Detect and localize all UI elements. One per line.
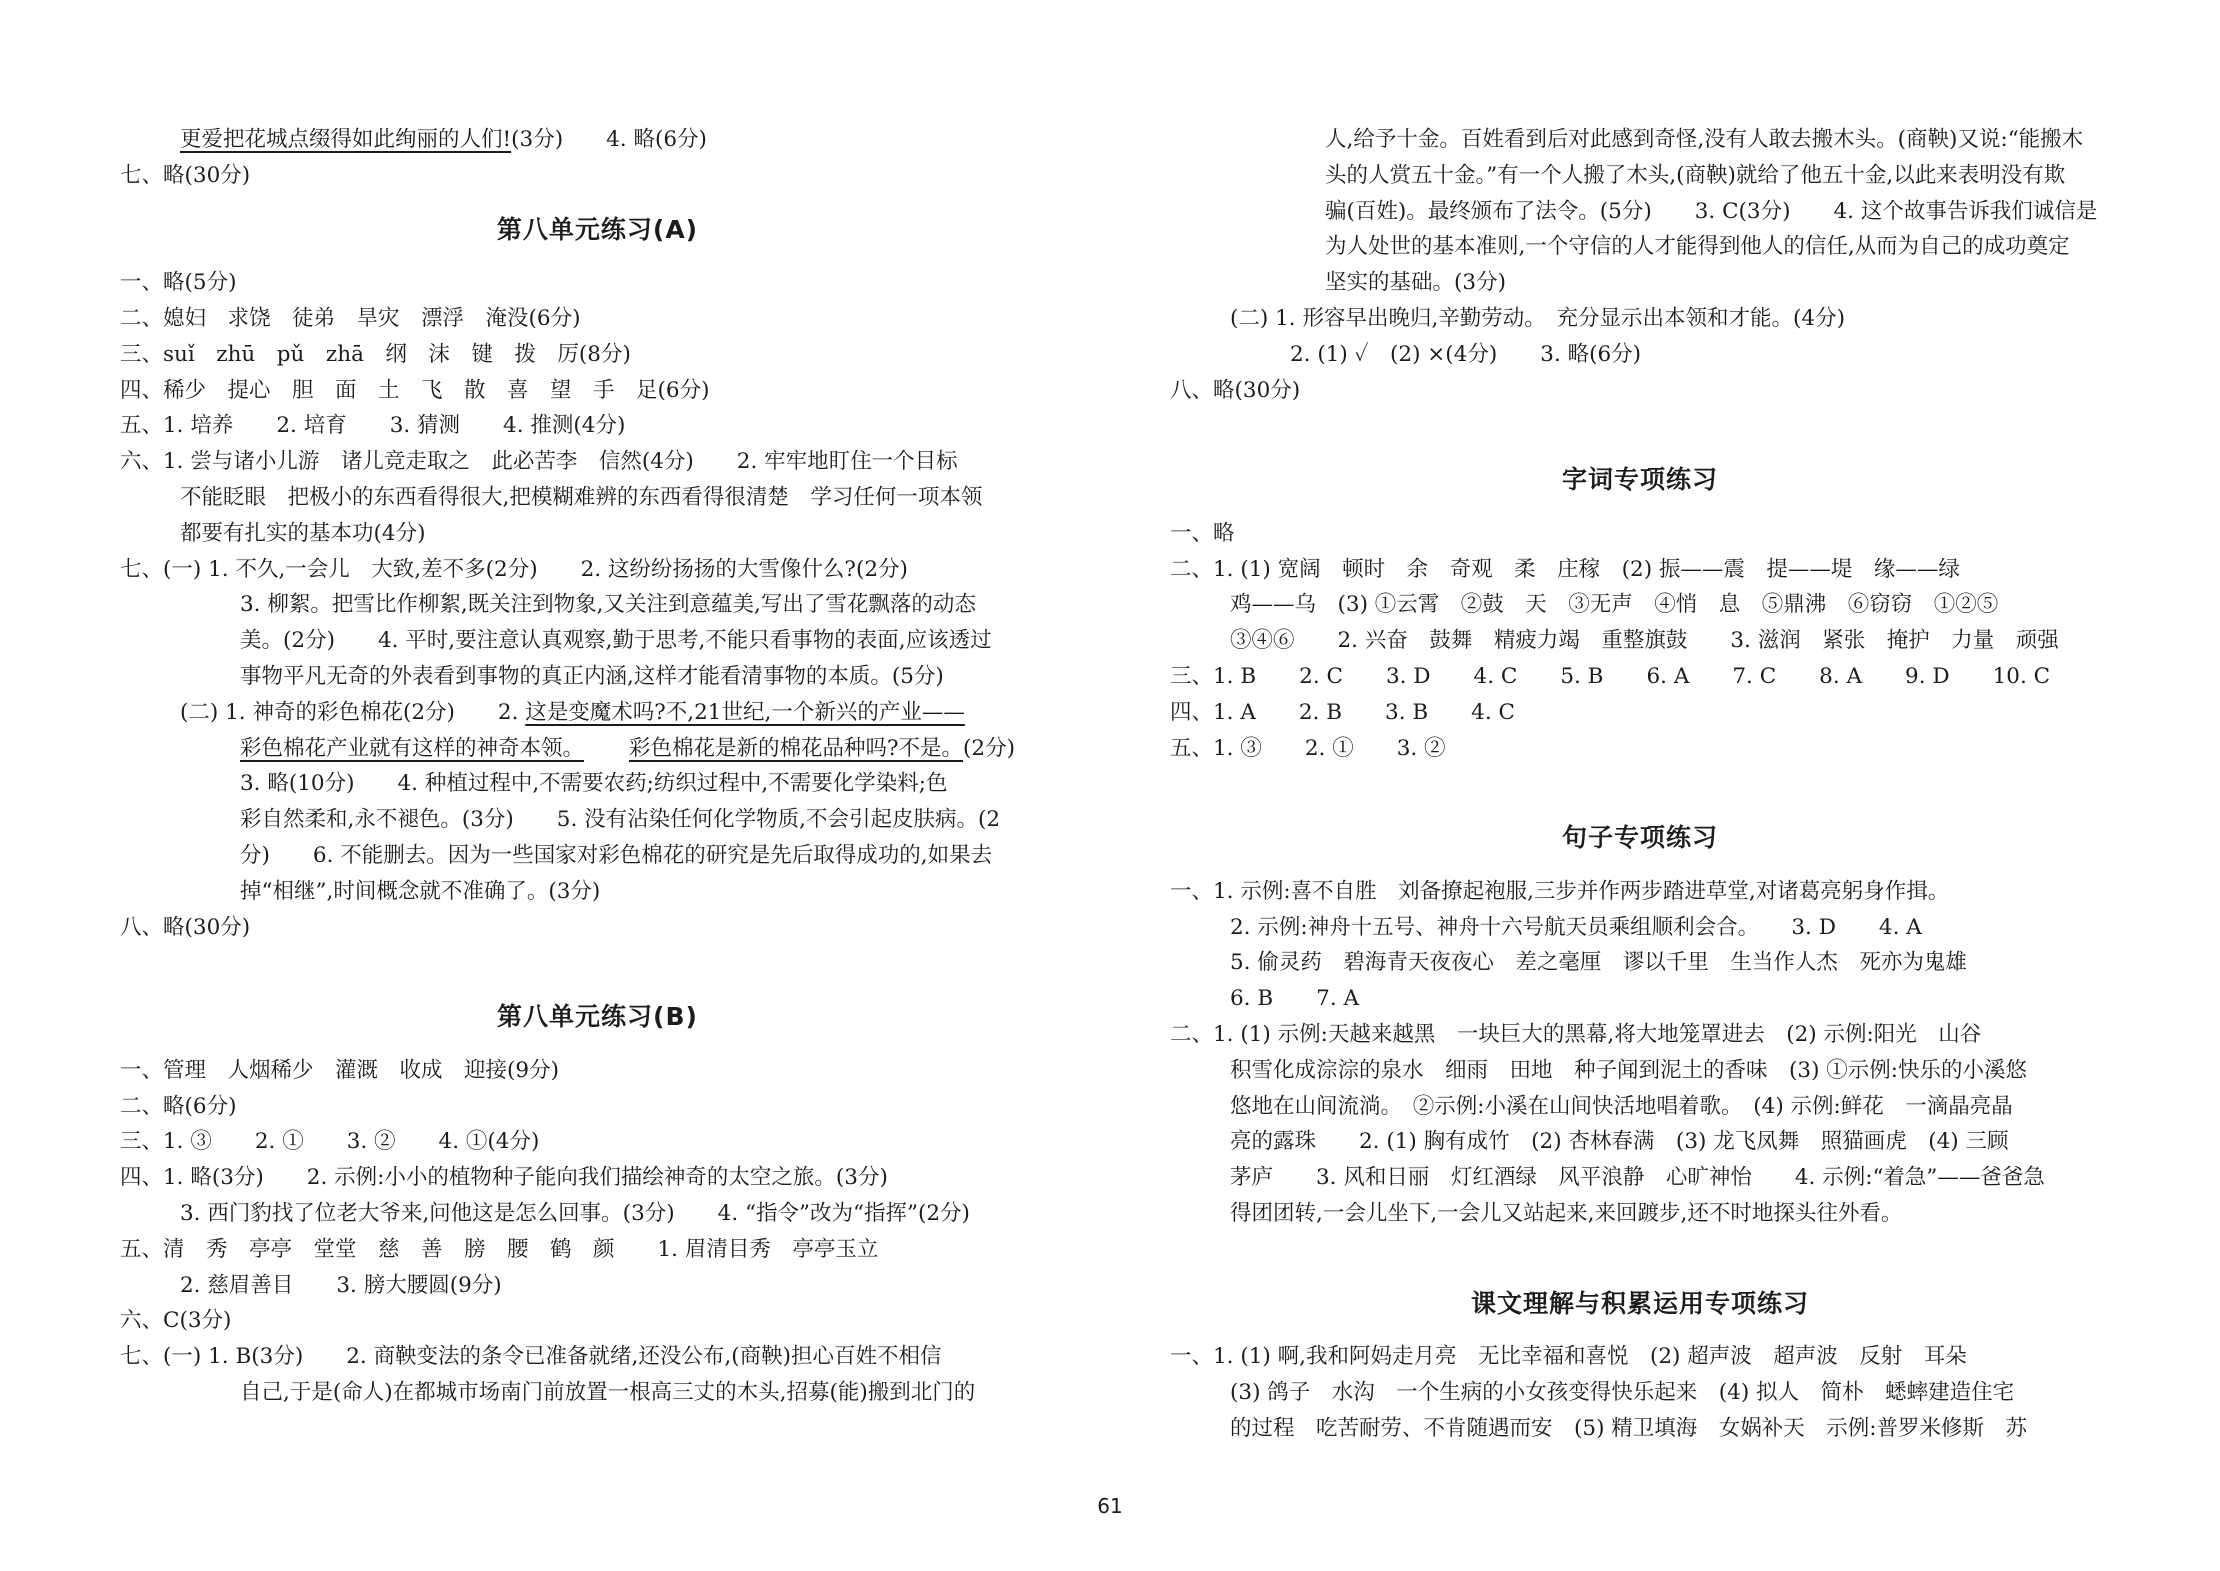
text-line: 分) 6. 不能删去。因为一些国家对彩色棉花的研究是先后取得成功的,如果去 — [240, 842, 993, 868]
text-line: 彩色棉花产业就有这样的神奇本领。 彩色棉花是新的棉花品种吗?不是。(2分) — [240, 735, 1016, 761]
text-line: (3) 鸽子 水沟 一个生病的小女孩变得快乐起来 (4) 拟人 简朴 蟋蟀建造住宅 — [1230, 1379, 2015, 1405]
text-line: 八、略(30分) — [120, 914, 251, 940]
spacer — [1170, 408, 2110, 444]
text-line: 一、略(5分) — [120, 270, 237, 296]
text-line: 为人处世的基本准则,一个守信的人才能得到他人的信任,从而为自己的成功奠定 — [1325, 234, 2070, 260]
text-line: 坚实的基础。(3分) — [1325, 270, 1506, 296]
text-line: 七、(一) 1. B(3分) 2. 商鞅变法的条令已准备就绪,还没公布,(商鞅)担心百姓不相信 — [120, 1344, 942, 1370]
section-heading-texts: 课文理解与积累运用专项练习 — [1470, 1288, 1809, 1318]
section-heading-words: 字词专项练习 — [1561, 465, 1718, 495]
spacer — [1170, 1232, 2110, 1268]
text-line: 三、1. B 2. C 3. D 4. C 5. B 6. A 7. C 8. A 9. D 10. C — [1170, 663, 2051, 689]
text-line: 骗(百姓)。最终颁布了法令。(5分) 3. C(3分) 4. 这个故事告诉我们诚信是 — [1325, 198, 2098, 224]
left-column — [120, 122, 1075, 1411]
text-line: 不能眨眼 把极小的东西看得很大,把模糊难辨的东西看得很清楚 学习任何一项本领 — [180, 484, 983, 510]
section-heading-unit8b: 第八单元练习(B) — [497, 1002, 698, 1032]
section-heading-sentences: 句子专项练习 — [1561, 823, 1718, 853]
text-line: 3. 柳絮。把雪比作柳絮,既关注到物象,又关注到意蕴美,写出了雪花飘落的动态 — [240, 592, 976, 618]
text-line: 六、1. 尝与诸小儿游 诸儿竞走取之 此必苦李 信然(4分) 2. 牢牢地盯住一个目标 — [120, 449, 958, 475]
text-line: 更爱把花城点缀得如此绚丽的人们!(3分) 4. 略(6分) — [180, 127, 707, 152]
text-line: 一、1. 示例:喜不自胜 刘备撩起袍服,三步并作两步踏进草堂,对诸葛亮躬身作揖。 — [1170, 878, 1950, 904]
right-column — [1170, 122, 2110, 1446]
text-line: 亮的露珠 2. (1) 胸有成竹 (2) 杏林春满 (3) 龙飞凤舞 照猫画虎 (4) 三顾 — [1230, 1129, 2009, 1155]
text-line: ③④⑥ 2. 兴奋 鼓舞 精疲力竭 重整旗鼓 3. 滋润 紧张 掩护 力量 顽强 — [1230, 628, 2059, 654]
text-line: 鸡——乌 (3) ①云霄 ②鼓 天 ③无声 ④悄 息 ⑤鼎沸 ⑥窃窃 ①②⑤ — [1230, 592, 1999, 618]
spacer — [120, 945, 1075, 981]
text-line: 一、管理 人烟稀少 灌溉 收成 迎接(9分) — [120, 1057, 559, 1083]
text-line: 3. 略(10分) 4. 种植过程中,不需要农药;纺织过程中,不需要化学染料;色 — [240, 771, 948, 797]
text-line: 事物平凡无奇的外表看到事物的真正内涵,这样才能看清事物的本质。(5分) — [240, 663, 944, 689]
text-line: 五、1. 培养 2. 培育 3. 猜测 4. 推测(4分) — [120, 413, 626, 439]
page-number: 61 — [1097, 1494, 1123, 1518]
text-line: 得团团转,一会儿坐下,一会儿又站起来,来回踱步,还不时地探头往外看。 — [1230, 1200, 1903, 1226]
text-line: 四、1. 略(3分) 2. 示例:小小的植物种子能向我们描绘神奇的太空之旅。(3分) — [120, 1165, 888, 1191]
text-line: 3. 西门豹找了位老大爷来,问他这是怎么回事。(3分) 4. “指令”改为“指挥”(2分) — [180, 1200, 970, 1226]
text-line: 人,给予十金。百姓看到后对此感到奇怪,没有人敢去搬木头。(商鞅)又说:“能搬木 — [1325, 127, 2084, 152]
text-line: 三、1. ③ 2. ① 3. ② 4. ①(4分) — [120, 1129, 540, 1155]
text-line: 四、稀少 提心 胆 面 土 飞 散 喜 望 手 足(6分) — [120, 377, 710, 403]
text-line: 三、suǐ zhū pǔ zhā 纲 沫 键 拨 厉(8分) — [120, 341, 631, 367]
text-line: 二、1. (1) 示例:天越来越黑 一块巨大的黑幕,将大地笼罩进去 (2) 示例:阳光 山谷 — [1170, 1021, 1982, 1047]
text-line: 自己,于是(命人)在都城市场南门前放置一根高三丈的木头,招募(能)搬到北门的 — [240, 1379, 976, 1405]
text-line: 一、1. (1) 啊,我和阿妈走月亮 无比幸福和喜悦 (2) 超声波 超声波 反射 耳朵 — [1170, 1344, 1967, 1370]
text-line: 的过程 吃苦耐劳、不肯随遇而安 (5) 精卫填海 女娲补天 示例:普罗米修斯 苏 — [1230, 1415, 2028, 1441]
text-line: (二) 1. 形容早出晚归,辛勤劳动。 充分显示出本领和才能。(4分) — [1230, 305, 1845, 331]
text-line: (二) 1. 神奇的彩色棉花(2分) 2. 这是变魔术吗?不,21世纪,一个新兴的产业—— — [180, 699, 965, 725]
text-line: 二、1. (1) 宽阔 顿时 余 奇观 柔 庄稼 (2) 振——震 提——堤 缘——绿 — [1170, 556, 1960, 582]
text-line: 二、略(6分) — [120, 1093, 237, 1119]
text-line: 一、略 — [1170, 520, 1235, 546]
text-line: 彩自然柔和,永不褪色。(3分) 5. 没有沾染任何化学物质,不会引起皮肤病。(2 — [240, 807, 1001, 833]
text-line: 悠地在山间流淌。 ②示例:小溪在山间快活地唱着歌。 (4) 示例:鲜花 一滴晶亮晶 — [1230, 1093, 2013, 1119]
text-line: 美。(2分) 4. 平时,要注意认真观察,勤于思考,不能只看事物的表面,应该透过 — [240, 628, 992, 654]
text-line: 6. B 7. A — [1230, 986, 1360, 1012]
text-line: 五、1. ③ 2. ① 3. ② — [1170, 735, 1446, 761]
section-heading-unit8a: 第八单元练习(A) — [496, 214, 699, 244]
text-line: 二、媳妇 求饶 徒弟 旱灾 漂浮 淹没(6分) — [120, 305, 581, 331]
spacer — [1170, 766, 2110, 802]
text-line: 茅庐 3. 风和日丽 灯红酒绿 风平浪静 心旷神怡 4. 示例:“着急”——爸爸急 — [1230, 1165, 2045, 1191]
text-line: 2. 慈眉善目 3. 膀大腰圆(9分) — [180, 1272, 502, 1298]
text-line: 2. 示例:神舟十五号、神舟十六号航天员乘组顺利会合。 3. D 4. A — [1230, 914, 1922, 940]
text-line: 头的人赏五十金。”有一个人搬了木头,(商鞅)就给了他五十金,以此来表明没有欺 — [1325, 162, 2066, 188]
text-line: 都要有扎实的基本功(4分) — [180, 520, 426, 546]
text-line: 2. (1) ✓ (2) ×(4分) 3. 略(6分) — [1290, 341, 1642, 367]
text-line: 5. 偷灵药 碧海青天夜夜心 差之毫厘 谬以千里 生当作人杰 死亦为鬼雄 — [1230, 950, 1967, 976]
text-line: 四、1. A 2. B 3. B 4. C — [1170, 699, 1515, 725]
text-line: 七、(一) 1. 不久,一会儿 大致,差不多(2分) 2. 这纷纷扬扬的大雪像什么?(2分) — [120, 556, 908, 582]
text-line: 积雪化成淙淙的泉水 细雨 田地 种子闻到泥土的香味 (3) ①示例:快乐的小溪悠 — [1230, 1057, 2028, 1083]
text-line: 掉“相继”,时间概念就不准确了。(3分) — [240, 878, 601, 904]
text-line: 八、略(30分) — [1170, 377, 1301, 403]
text-line: 六、C(3分) — [120, 1308, 232, 1334]
text-line: 七、略(30分) — [120, 162, 251, 188]
text-line: 五、清 秀 亭亭 堂堂 慈 善 膀 腰 鹤 颜 1. 眉清目秀 亭亭玉立 — [120, 1236, 879, 1262]
